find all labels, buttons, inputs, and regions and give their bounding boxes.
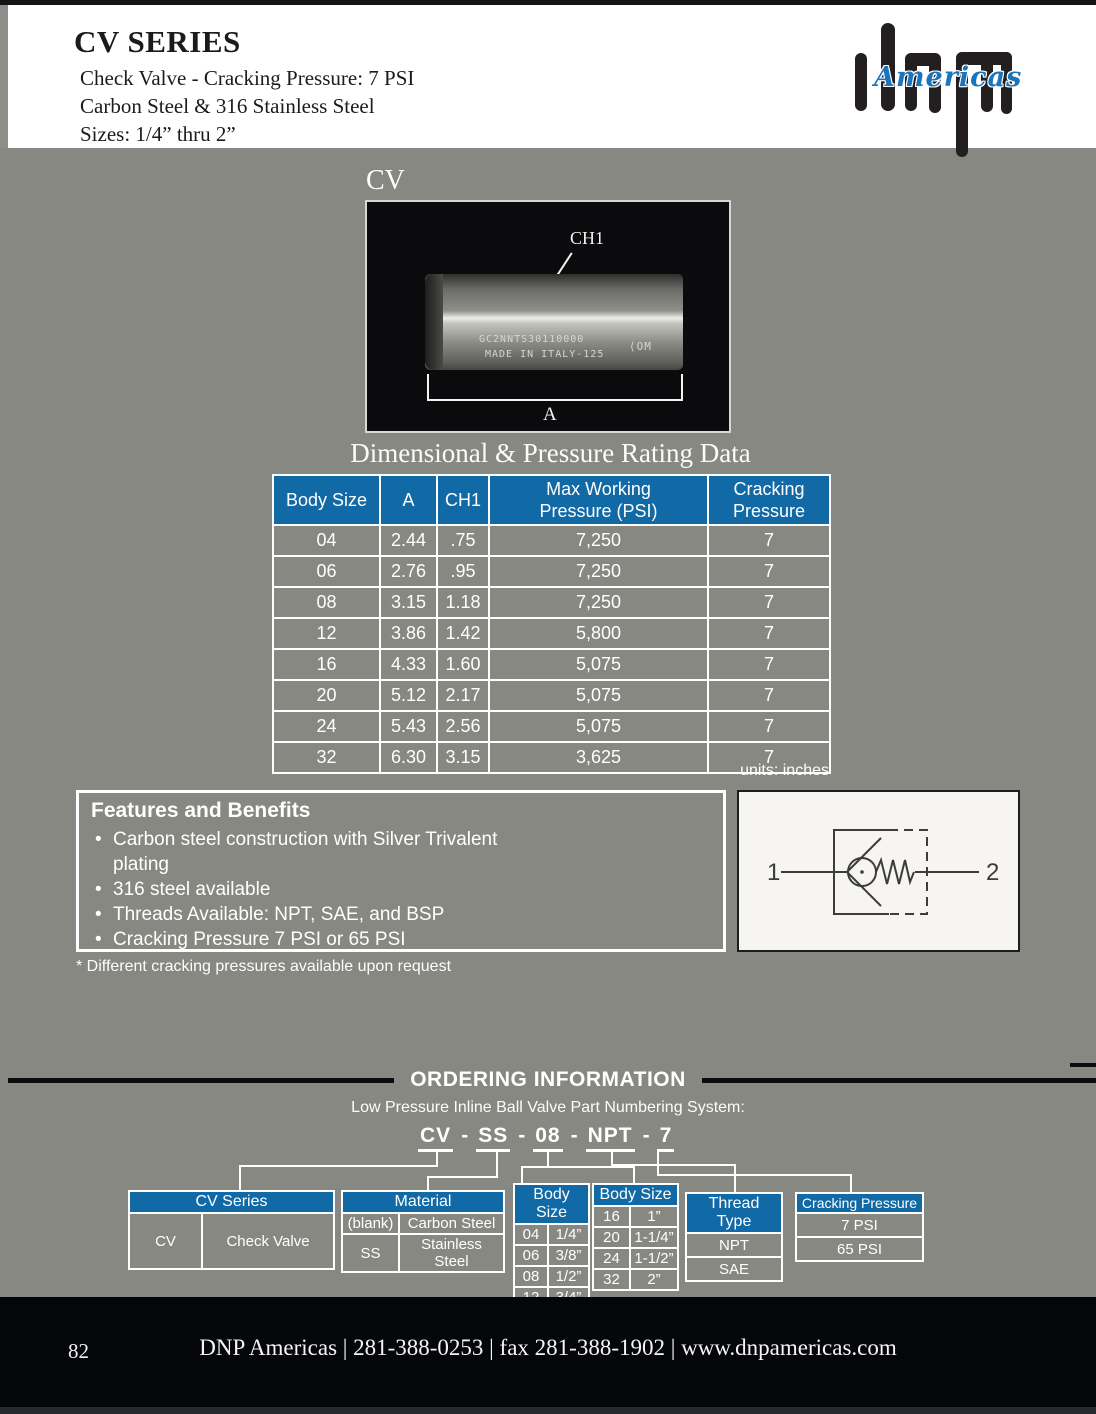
schematic-drawing [739, 792, 1018, 950]
feature-item: • Carbon steel construction with Silver Trivalent plating [91, 827, 533, 877]
col-header-cracking-pressure [708, 475, 830, 525]
connector-line [657, 1149, 659, 1176]
body-size-code: 08 [514, 1266, 548, 1287]
cell: 3.15 [437, 742, 489, 773]
part-code-separator: - [461, 1124, 469, 1147]
connector-line [633, 1166, 635, 1183]
cell: 5,800 [489, 618, 708, 649]
cell: 04 [273, 525, 380, 556]
material-header: Material [342, 1191, 504, 1213]
material-desc: Stainless Steel [399, 1234, 504, 1272]
product-photo [365, 200, 731, 433]
body-size-value: 2” [630, 1269, 678, 1290]
col-header-body-size: Body Size [273, 475, 380, 525]
ordering-subtitle: Low Pressure Inline Ball Valve Part Numbering System: [351, 1099, 745, 1116]
cell: 16 [273, 649, 380, 680]
dimension-bracket-right [681, 374, 683, 401]
table-row [273, 680, 830, 711]
ch1-annotation: CH1 [570, 228, 605, 248]
body-size-code: 04 [514, 1224, 548, 1245]
thread-type-header: Thread Type [686, 1193, 782, 1233]
dim-table-title: Dimensional & Pressure Rating Data [350, 438, 751, 468]
cell: 7 [708, 556, 830, 587]
connector-line [427, 1176, 498, 1178]
feature-item: • 316 steel available [91, 877, 533, 902]
cell: 5.43 [380, 711, 437, 742]
connector-line [239, 1165, 438, 1167]
part-code-separator: - [570, 1124, 578, 1147]
material-code: (blank) [342, 1213, 399, 1234]
valve-etched-origin: MADE IN ITALY-125 [485, 349, 605, 360]
valve-etched-partnumber: GC2NNTS30110000 [479, 334, 585, 345]
connector-line [496, 1149, 498, 1178]
table-row [273, 556, 830, 587]
connector-line [657, 1174, 852, 1176]
ordering-title-wrap [0, 1068, 1096, 1092]
cell: 3.15 [380, 587, 437, 618]
cell: 1.42 [437, 618, 489, 649]
cracking-pressure-note: * Different cracking pressures available upon request [76, 958, 452, 975]
body-size-value: 1/2” [548, 1266, 589, 1287]
cell: 12 [273, 618, 380, 649]
schematic-port-2: 2 [986, 859, 1000, 886]
cell: 20 [273, 680, 380, 711]
cell: 2.56 [437, 711, 489, 742]
table-header-row [273, 475, 830, 525]
dnp-logo [848, 18, 1058, 148]
cv-series-header: CV Series [129, 1191, 334, 1213]
cv-series-table [128, 1190, 335, 1270]
col-header-ch1: CH1 [437, 475, 489, 525]
footer-bar [0, 1297, 1096, 1414]
part-code-thread: NPT [586, 1124, 635, 1152]
table-row [273, 525, 830, 556]
connector-line [850, 1174, 852, 1192]
body-size-value: 1/4” [548, 1224, 589, 1245]
col-header-max-working-pressure [489, 475, 708, 525]
dimensional-pressure-table [272, 474, 831, 774]
cell: 5,075 [489, 649, 708, 680]
cracking-pressure-option: 65 PSI [796, 1237, 923, 1261]
body-size-code: 32 [593, 1269, 630, 1290]
part-code-material: SS [476, 1124, 510, 1152]
features-box [76, 790, 726, 952]
part-code-series: CV [418, 1124, 453, 1152]
table-row [273, 711, 830, 742]
body-size-value: 1-1/4” [630, 1227, 678, 1248]
header-line: Pressure (PSI) [539, 501, 658, 521]
cell: 4.33 [380, 649, 437, 680]
connector-line [611, 1164, 736, 1166]
part-code-separator: - [642, 1124, 650, 1147]
valve-end-cap [425, 274, 443, 370]
page-number: 82 [68, 1339, 89, 1363]
subtitle-line-2: Carbon Steel & 316 Stainless Steel [80, 94, 375, 118]
schematic-port-1: 1 [767, 859, 781, 886]
header-line: Cracking [733, 478, 805, 499]
body-size-header: Body Size [593, 1184, 678, 1206]
cell: 7 [708, 618, 830, 649]
material-desc: Carbon Steel [399, 1213, 504, 1234]
feature-item: • Cracking Pressure 7 PSI or 65 PSI [91, 927, 533, 952]
logo-americas-script: Americas [874, 62, 1023, 93]
table-row [273, 649, 830, 680]
connector-line [521, 1166, 635, 1168]
body-size-code: 06 [514, 1245, 548, 1266]
connector-line [734, 1164, 736, 1192]
cell: 2.44 [380, 525, 437, 556]
body-size-code: 24 [593, 1248, 630, 1269]
connector-line [239, 1165, 241, 1191]
table-row [273, 587, 830, 618]
body-size-value: 1-1/2” [630, 1248, 678, 1269]
header-line: Pressure [732, 501, 806, 521]
cell: 08 [273, 587, 380, 618]
cell: 1.60 [437, 649, 489, 680]
cell: 32 [273, 742, 380, 773]
dimension-a-label: A [543, 404, 557, 425]
scan-edge-strip [0, 5, 8, 148]
cell: .95 [437, 556, 489, 587]
thread-type-option: NPT [686, 1233, 782, 1257]
cell: 7,250 [489, 525, 708, 556]
feature-item: • Threads Available: NPT, SAE, and BSP [91, 902, 533, 927]
footer-contact-info: DNP Americas | 281-388-0253 | fax 281-388-1902 | www.dnpamericas.com [199, 1335, 897, 1360]
cell: 06 [273, 556, 380, 587]
cell: 7,250 [489, 587, 708, 618]
col-header-a: A [380, 475, 437, 525]
page-title: CV SERIES [74, 24, 241, 59]
cell: 7 [708, 587, 830, 618]
ordering-title: ORDERING INFORMATION [394, 1068, 702, 1092]
cv-series-code: CV [129, 1213, 202, 1269]
body-size-table-large [592, 1183, 679, 1291]
body-size-table-small [513, 1183, 590, 1309]
dimension-bracket-bottom [427, 399, 683, 401]
photo-caption-cv: CV [366, 165, 405, 196]
cracking-pressure-header: Cracking Pressure [796, 1193, 923, 1213]
cracking-pressure-option: 7 PSI [796, 1213, 923, 1237]
part-code-cracking: 7 [658, 1124, 675, 1152]
cell: 7 [708, 742, 830, 773]
cell: .75 [437, 525, 489, 556]
cell: 7 [708, 649, 830, 680]
valve-brand-mark: ⟨OM [629, 340, 652, 353]
cell: 3,625 [489, 742, 708, 773]
table-row [273, 618, 830, 649]
subtitle-line-1: Check Valve - Cracking Pressure: 7 PSI [80, 66, 415, 90]
page-edge-dash [1070, 1063, 1096, 1067]
cell: 6.30 [380, 742, 437, 773]
cell: 7 [708, 711, 830, 742]
check-valve-schematic [737, 790, 1020, 952]
cracking-pressure-table [795, 1192, 924, 1262]
body-size-code: 20 [593, 1227, 630, 1248]
cell: 5,075 [489, 680, 708, 711]
cell: 2.76 [380, 556, 437, 587]
material-code: SS [342, 1234, 399, 1272]
body-size-value: 1” [630, 1206, 678, 1227]
cv-series-desc: Check Valve [202, 1213, 334, 1269]
cell: 3.86 [380, 618, 437, 649]
cell: 5.12 [380, 680, 437, 711]
cell: 7 [708, 525, 830, 556]
subtitle-line-3: Sizes: 1/4” thru 2” [80, 122, 236, 146]
cell: 7,250 [489, 556, 708, 587]
dimension-bracket-left [427, 374, 429, 401]
units-note: units: inches [740, 762, 829, 779]
part-code-separator: - [518, 1124, 526, 1147]
part-code-body-size: 08 [533, 1124, 562, 1152]
thread-type-table [685, 1192, 783, 1282]
thread-type-option: SAE [686, 1257, 782, 1281]
cell: 1.18 [437, 587, 489, 618]
body-size-value: 3/8” [548, 1245, 589, 1266]
connector-line [521, 1166, 523, 1183]
footer-bottom-strip [0, 1407, 1096, 1414]
cell: 24 [273, 711, 380, 742]
part-number-example [418, 1124, 674, 1152]
cell: 7 [708, 680, 830, 711]
features-title: Features and Benefits [91, 799, 311, 822]
body-size-header: Body Size [514, 1184, 589, 1224]
material-table [341, 1190, 505, 1273]
cell: 2.17 [437, 680, 489, 711]
body-size-code: 16 [593, 1206, 630, 1227]
cell: 5,075 [489, 711, 708, 742]
header-line: Max Working [546, 478, 651, 499]
logo-bar [855, 53, 867, 111]
